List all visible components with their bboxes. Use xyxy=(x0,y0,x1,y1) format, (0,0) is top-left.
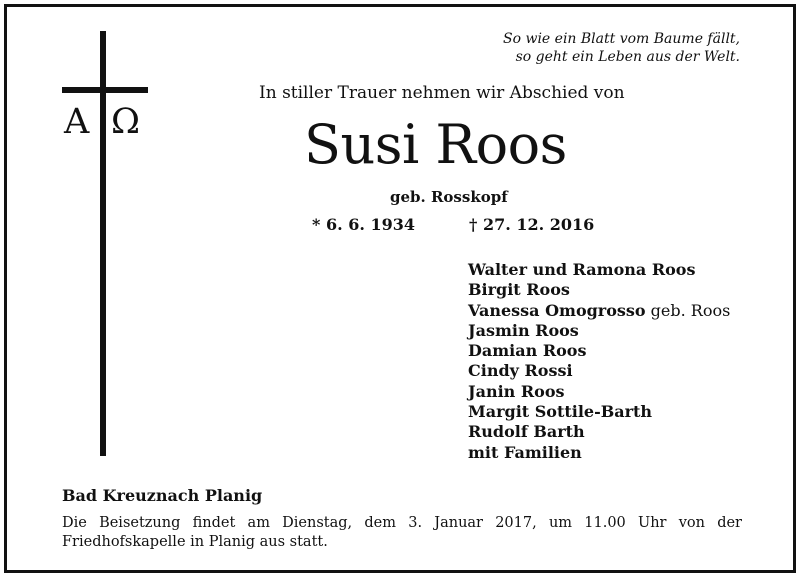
mourner-item xyxy=(468,321,730,341)
mourner-name: Damian Roos xyxy=(468,341,587,361)
mourner-item xyxy=(468,382,730,402)
mourner-item xyxy=(468,422,730,442)
quote-line-2: so geht ein Leben aus der Welt. xyxy=(515,49,740,65)
omega-symbol: Ω xyxy=(111,102,141,142)
mourner-name: Jasmin Roos xyxy=(468,320,579,340)
notice-line-1: Die Beisetzung findet am Dienstag, dem 3. Januar 2017, um 11.00 Uhr von der xyxy=(62,515,742,531)
quote-line-1: So wie ein Blatt vom Baume fällt, xyxy=(503,31,740,47)
mourner-name: Janin Roos xyxy=(468,381,565,401)
cross-horizontal-bar xyxy=(62,87,148,93)
alpha-symbol: A xyxy=(64,102,90,142)
mourner-item xyxy=(468,361,730,381)
deceased-name: Susi Roos xyxy=(304,113,567,176)
mourner-name: Walter und Ramona Roos xyxy=(468,260,696,279)
mourner-item xyxy=(468,341,730,361)
cross-vertical-bar xyxy=(100,31,106,456)
mourner-item xyxy=(468,402,730,422)
mourners-list xyxy=(468,260,730,463)
birth-date: * 6. 6. 1934 xyxy=(312,215,416,234)
funeral-notice xyxy=(62,514,742,552)
death-date: † 27. 12. 2016 xyxy=(469,215,595,234)
mourner-name: Cindy Rossi xyxy=(468,361,573,381)
mourner-item xyxy=(468,260,730,280)
maiden-name: geb. Rosskopf xyxy=(390,188,508,206)
mourner-item xyxy=(468,301,730,321)
place-name: Bad Kreuznach Planig xyxy=(62,486,263,505)
mourner-name: Vanessa Omogrosso xyxy=(468,300,646,320)
mourner-item xyxy=(468,443,730,463)
mourner-name: Margit Sottile-Barth xyxy=(468,402,653,422)
mourner-suffix: geb. Roos xyxy=(645,300,731,320)
mourner-name: mit Familien xyxy=(468,442,582,462)
notice-line-2: Friedhofskapelle in Planig aus statt. xyxy=(62,534,328,550)
mourner-name: Birgit Roos xyxy=(468,280,570,300)
mourner-item xyxy=(468,280,730,300)
intro-text: In stiller Trauer nehmen wir Abschied von xyxy=(259,83,625,103)
mourner-name: Rudolf Barth xyxy=(468,422,585,442)
memorial-quote xyxy=(380,30,740,66)
